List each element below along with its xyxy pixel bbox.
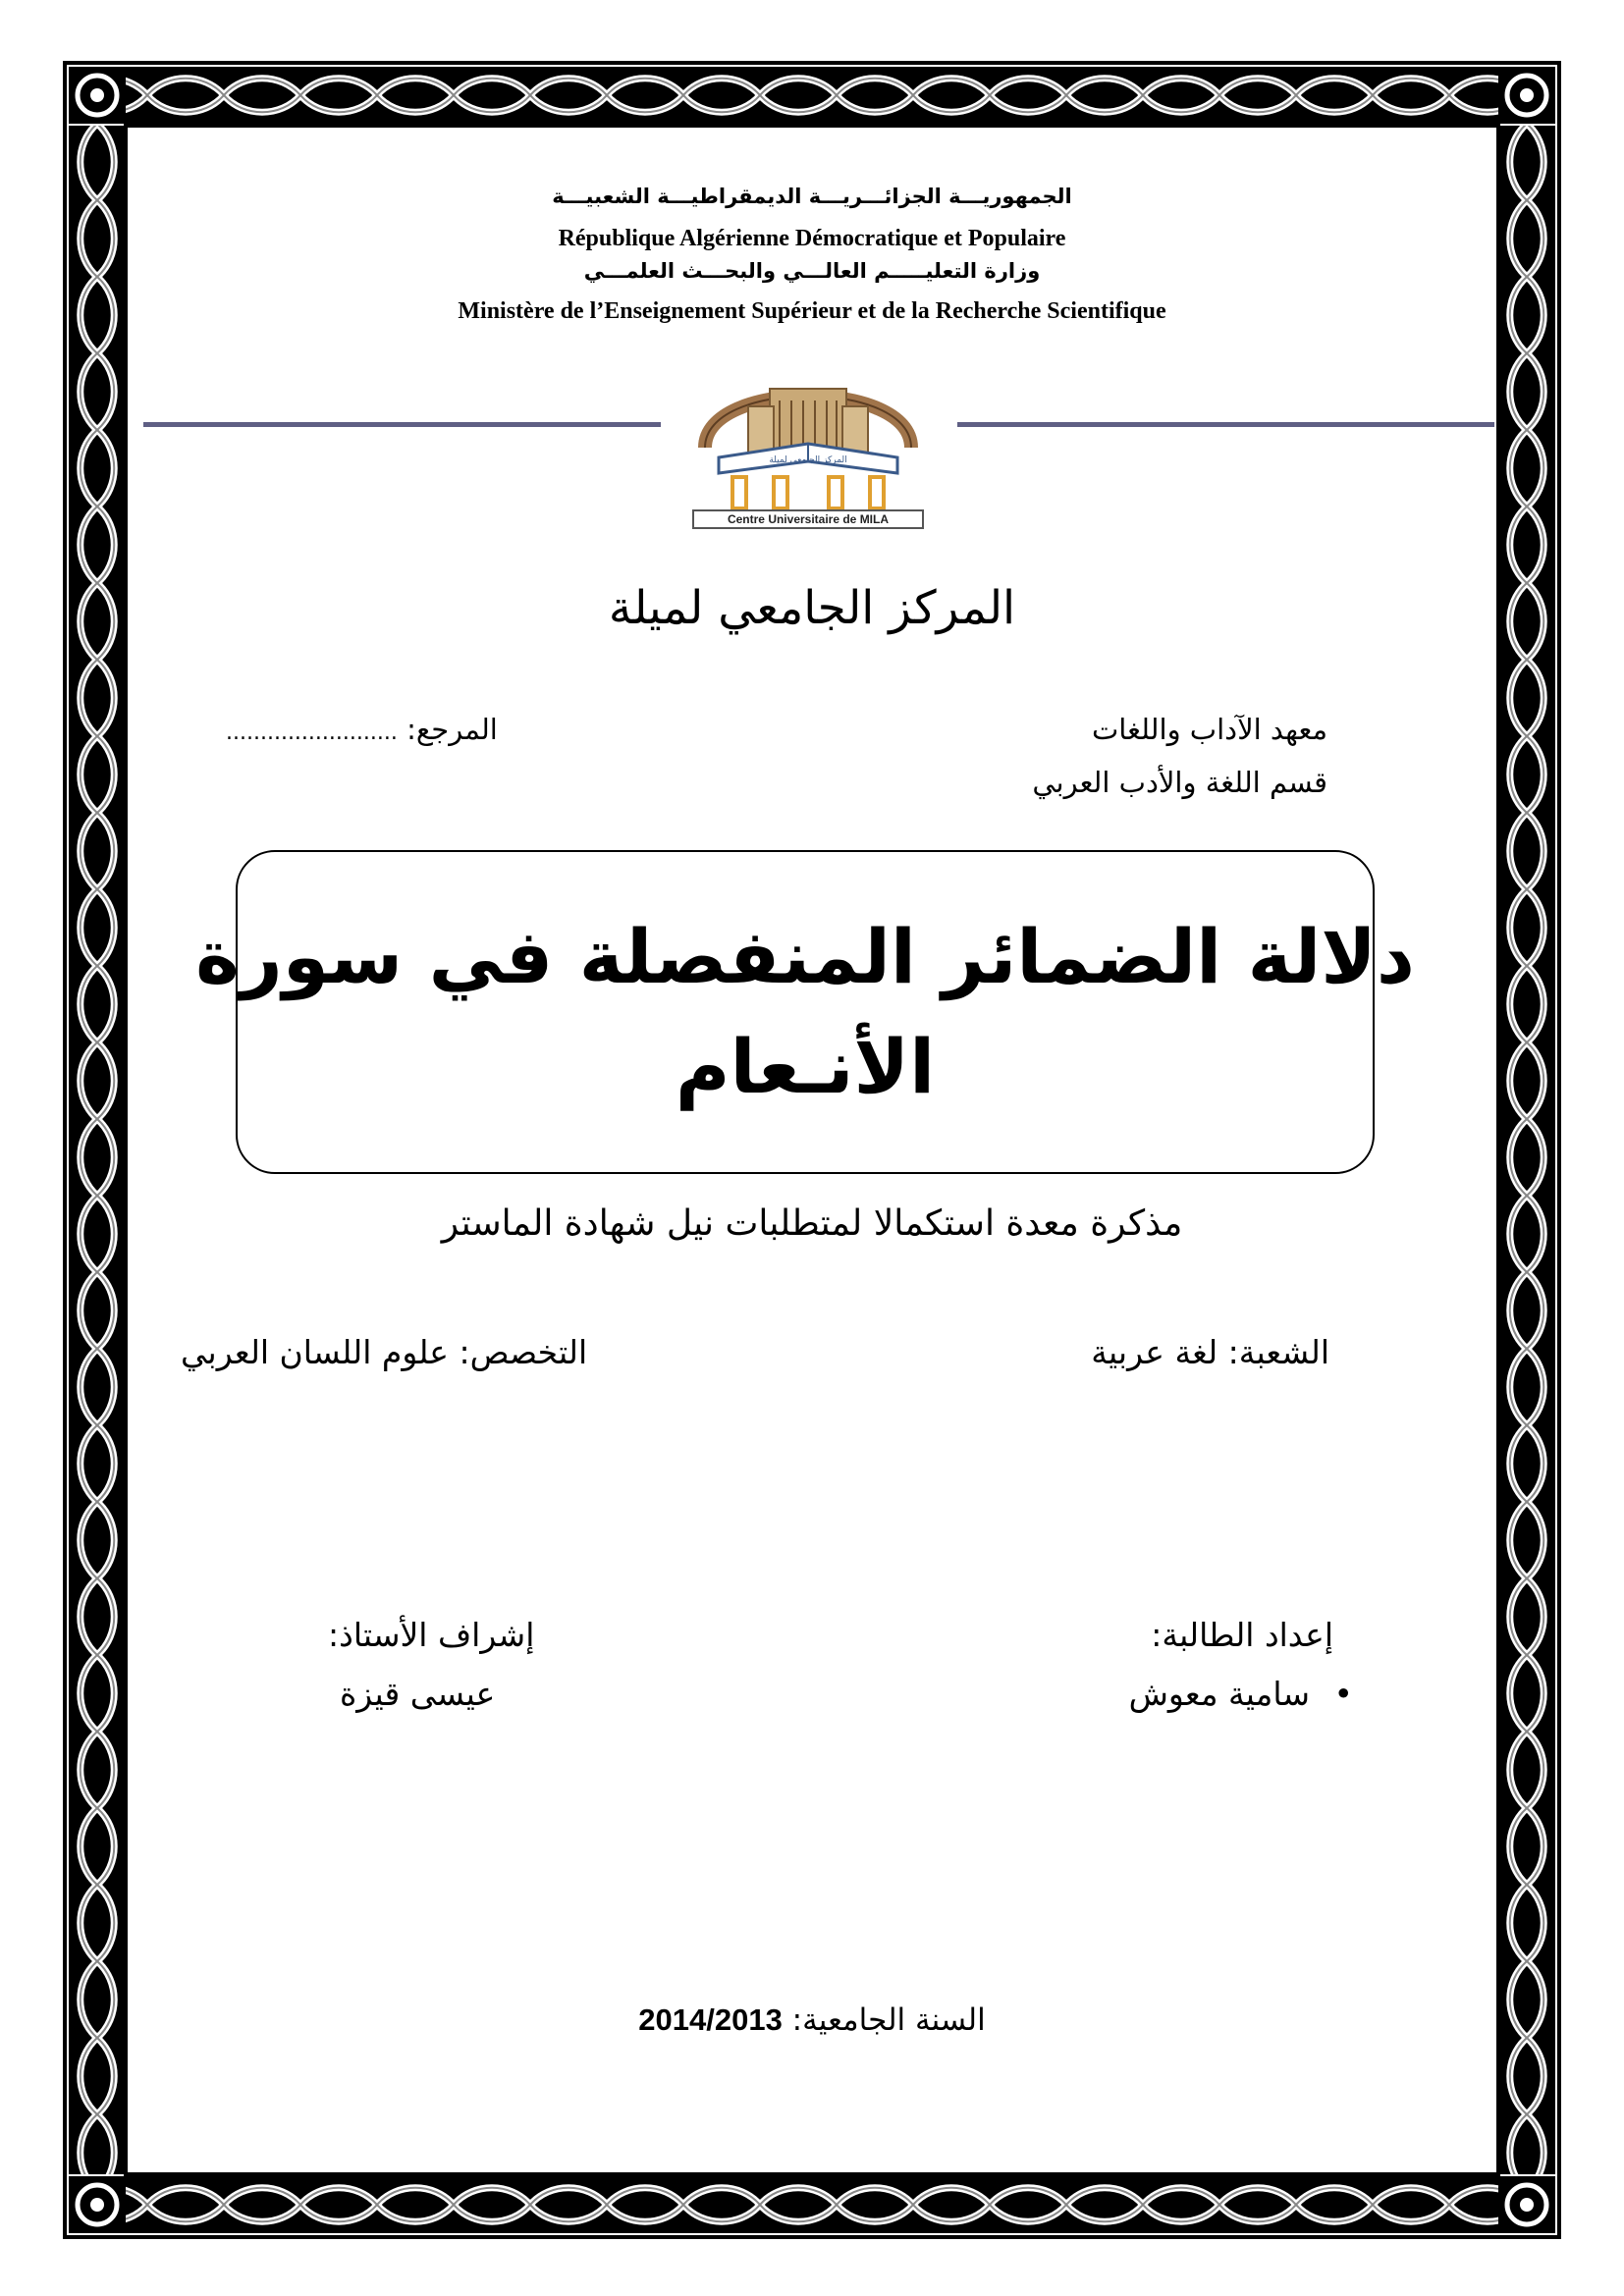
thesis-title-line-1: دلالة الضمائر المنفصلة في سورة [195, 913, 1415, 1000]
academic-year-value: 2014/2013 [638, 2002, 783, 2037]
ministry-name-arabic: وزارة التعليـــــم العالـــي والبحـــث العلمـــي [583, 259, 1041, 283]
logo-caption: Centre Universitaire de MILA [727, 512, 890, 526]
corner-ornament-bottom-right [1498, 2176, 1555, 2233]
republic-name-arabic: الجمهوريـــة الجزائـــريـــة الديمقراطيـــة الشعبيـــة [552, 185, 1072, 208]
student-entry [1129, 1675, 1353, 1713]
corner-ornament-bottom-left [69, 2176, 126, 2233]
thesis-title-line-2: الأنـعام [675, 1023, 936, 1110]
reference-number [226, 713, 498, 746]
ministry-name-french: Ministère de l’Enseignement Supérieur et de la Recherche Scientifique [458, 298, 1166, 324]
reference-label: المرجع: [406, 713, 498, 746]
branch-field: الشعبة: لغة عربية [1091, 1333, 1329, 1371]
student-name: سامية معوش [1128, 1675, 1311, 1713]
supervisor-label: إشراف الأستاذ: [328, 1616, 535, 1654]
reference-dots: ......................... [226, 721, 398, 745]
university-building-logo-icon [689, 349, 927, 530]
department-name: قسم اللغة والأدب العربي [1032, 766, 1327, 799]
republic-name-french: République Algérienne Démocratique et Populaire [558, 226, 1066, 251]
corner-ornament-top-left [69, 67, 126, 124]
corner-ornament-top-right [1498, 67, 1555, 124]
student-label: إعداد الطالبة: [1151, 1616, 1333, 1654]
student-bullet: • [1333, 1675, 1353, 1713]
institute-name: معهد الآداب واللغات [1091, 713, 1327, 746]
specialty-field: التخصص: علوم اللسان العربي [181, 1333, 588, 1371]
header-divider-right [957, 422, 1494, 427]
institution-name: المركز الجامعي لميلة [608, 581, 1016, 635]
thesis-title-box [195, 850, 1415, 1174]
logo-banner-text: المركز الجامعي لميلة [769, 455, 847, 465]
supervisor-name: عيسى قيزة [340, 1675, 496, 1713]
thesis-subtitle: مذكرة معدة استكمالا لمتطلبات نيل شهادة الماستر [441, 1203, 1183, 1244]
academic-year [0, 2002, 1624, 2038]
header-divider-left [143, 422, 661, 427]
academic-year-label: السنة الجامعية: [791, 2002, 986, 2038]
